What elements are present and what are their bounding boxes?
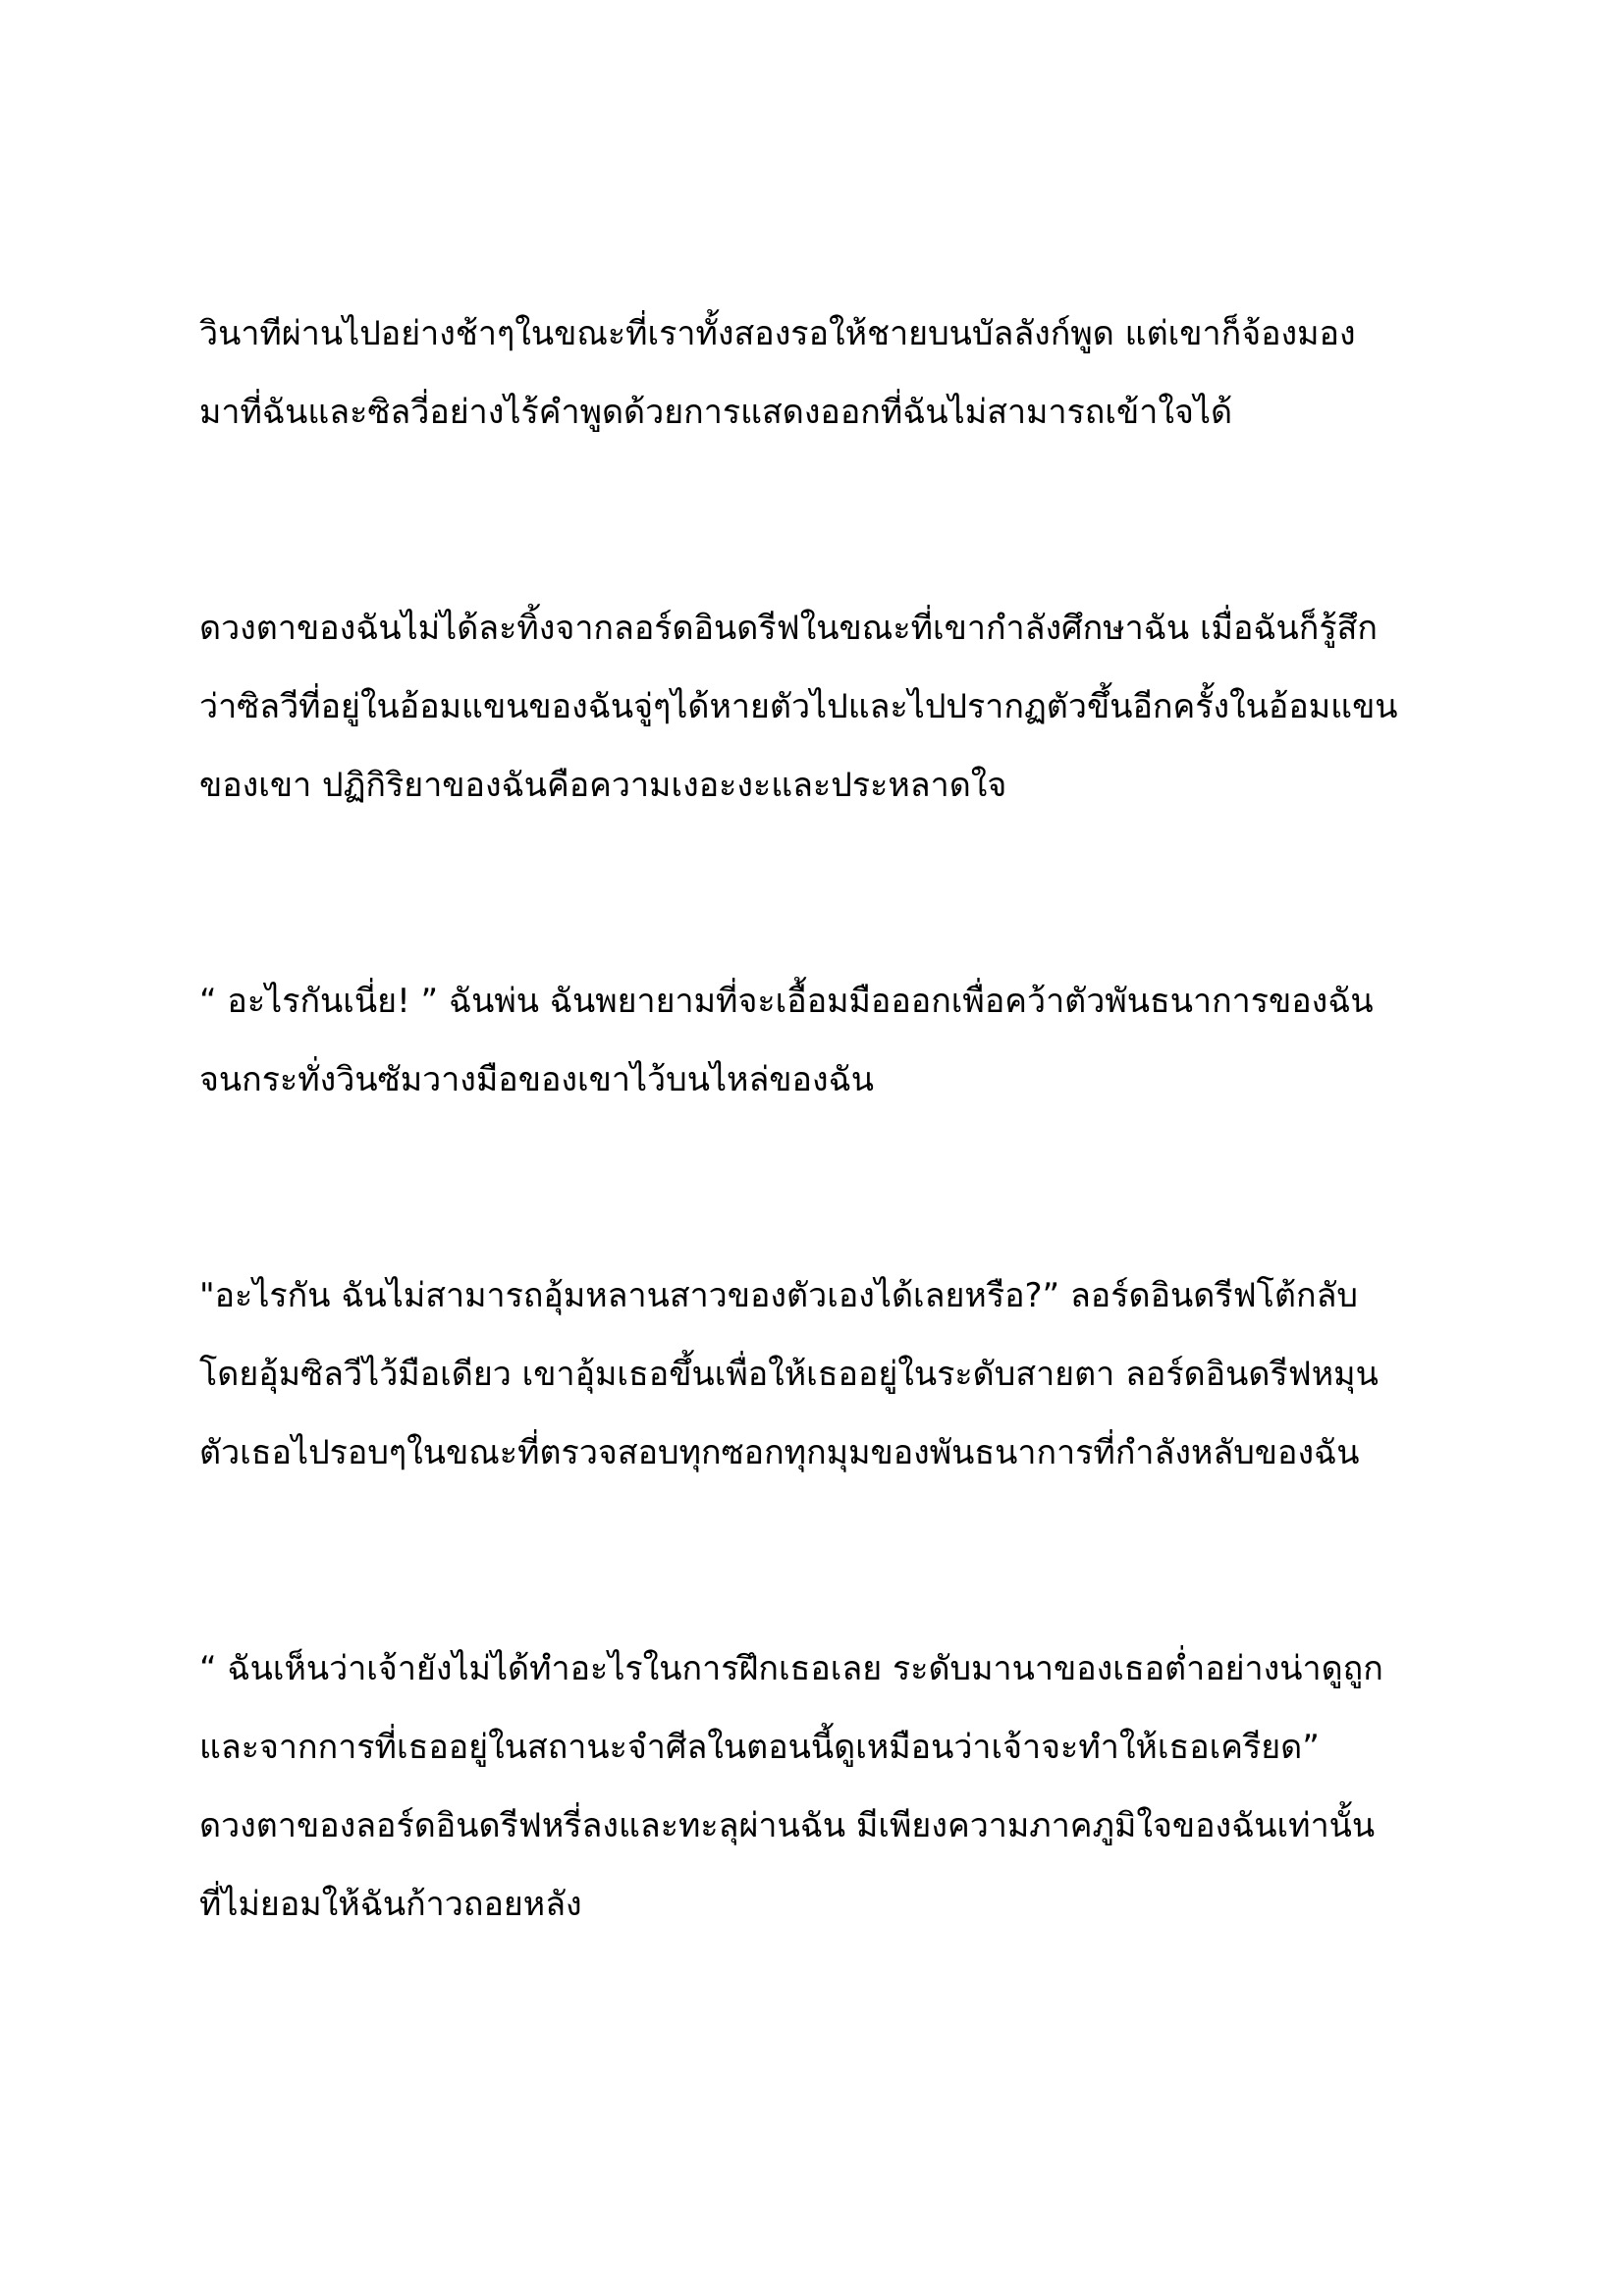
paragraph-2	[199, 589, 1446, 825]
text-line: “ อะไรกันเนี่ย! ” ฉันพ่น ฉันพยายามที่จะเอื้อมมือออกเพื่อคว้าตัวพันธนาการของฉัน	[199, 982, 1374, 1021]
text-line: ที่ไม่ยอมให้ฉันก้าวถอยหลัง	[199, 1885, 582, 1924]
paragraph-4	[199, 1256, 1446, 1492]
text-line: "อะไรกัน ฉันไม่สามารถอุ้มหลานสาวของตัวเองได้เลยหรือ?” ลอร์ดอินดรีฟโต้กลับ	[199, 1276, 1358, 1315]
text-line: จนกระทั่งวินซัมวางมือของเขาไว้บนไหล่ของฉัน	[199, 1060, 874, 1099]
paragraph-1	[199, 294, 1446, 452]
text-line: ของเขา ปฏิกิริยาของฉันคือความเงอะงะและประหลาดใจ	[199, 766, 1007, 805]
text-line: มาที่ฉันและซิลวี่อย่างไร้คำพูดด้วยการแสดงออกที่ฉันไม่สามารถเข้าใจได้	[199, 393, 1233, 432]
text-line: โดยอุ้มซิลวีไว้มือเดียว เขาอุ้มเธอขึ้นเพื่อให้เธออยู่ในระดับสายตา ลอร์ดอินดรีฟหมุน	[199, 1355, 1379, 1394]
text-line: วินาทีผ่านไปอย่างช้าๆในขณะที่เราทั้งสองรอให้ชายบนบัลลังก์พูด แต่เขาก็จ้องมอง	[199, 314, 1356, 353]
paragraph-3	[199, 962, 1446, 1119]
paragraph-5	[199, 1629, 1446, 1944]
text-line: ดวงตาของฉันไม่ได้ละทิ้งจากลอร์ดอินดรีฟในขณะที่เขากำลังศึกษาฉัน เมื่อฉันก็รู้สึก	[199, 609, 1378, 648]
text-line: ดวงตาของลอร์ดอินดรีฟหรี่ลงและทะลุผ่านฉัน มีเพียงความภาคภูมิใจของฉันเท่านั้น	[199, 1806, 1376, 1845]
text-line: ตัวเธอไปรอบๆในขณะที่ตรวจสอบทุกซอกทุกมุมของพันธนาการที่กำลังหลับของฉัน	[199, 1433, 1360, 1472]
text-line: และจากการที่เธออยู่ในสถานะจำศีลในตอนนี้ดูเหมือนว่าเจ้าจะทำให้เธอเครียด”	[199, 1728, 1320, 1767]
text-line: ว่าซิลวีที่อยู่ในอ้อมแขนของฉันจู่ๆได้หายตัวไปและไปปรากฏตัวขึ้นอีกครั้งในอ้อมแขน	[199, 687, 1398, 726]
story-text	[199, 294, 1446, 2081]
text-line: “ ฉันเห็นว่าเจ้ายังไม่ได้ทำอะไรในการฝึกเธอเลย ระดับมานาของเธอต่ำอย่างน่าดูถูก	[199, 1649, 1383, 1688]
